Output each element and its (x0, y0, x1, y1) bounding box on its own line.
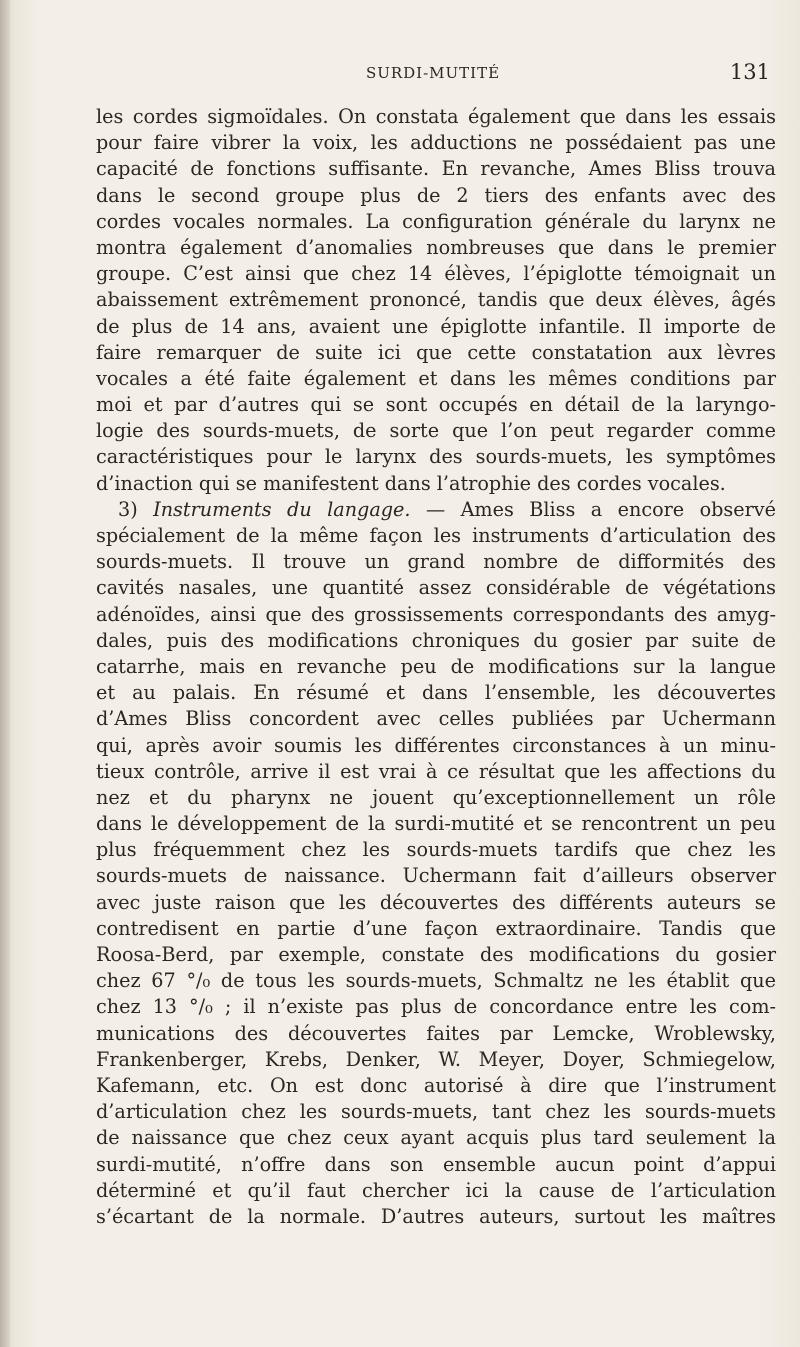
text-line: sourds-muets. Il trouve un grand nombre de difformités des (96, 550, 776, 574)
text-line: surdi-mutité, n’offre dans son ensemble aucun point d’appui (96, 1152, 776, 1176)
text-line: Frankenberger, Krebs, Denker, W. Meyer, Doyer, Schmiegelow, (96, 1047, 776, 1071)
section-text: — Ames Bliss a encore observé (410, 497, 776, 521)
text-line: spécialement de la même façon les instruments d’articulation des (96, 524, 776, 547)
text-line: abaissement extrêmement prononcé, tandis que deux élèves, âgés (96, 288, 776, 312)
running-title: SURDI-MUTITÉ (365, 64, 501, 82)
text-line: avec juste raison que les découvertes des différents auteurs se (96, 890, 776, 914)
text-line: vocales a été faite également et dans les mêmes conditions par (96, 366, 776, 390)
text-line: logie des sourds-muets, de sorte que l’on peut regarder comme (96, 419, 776, 443)
text-line: d’Ames Bliss concordent avec celles publiées par Uchermann (96, 707, 776, 731)
text-line: groupe. C’est ainsi que chez 14 élèves, l’épiglotte témoignait un (96, 262, 776, 286)
text-line: qui, après avoir soumis les différentes circonstances à un minu- (96, 733, 776, 757)
text-line: adénoïdes, ainsi que des grossissements correspondants des amyg- (96, 602, 776, 626)
text-line: dans le second groupe plus de 2 tiers des enfants avec des (96, 183, 776, 207)
text-line: Roosa-Berd, par exemple, constate des modifications du gosier (96, 943, 776, 966)
text-line: tieux contrôle, arrive il est vrai à ce résultat que les affections du (96, 759, 776, 783)
body-text (96, 104, 776, 1230)
text-line: chez 13 °/₀ ; il n’existe pas plus de concordance entre les com- (96, 995, 776, 1019)
text-line: Kafemann, etc. On est donc autorisé à dire que l’instrument (96, 1073, 776, 1097)
text-line: déterminé et qu’il faut chercher ici la cause de l’articulation (96, 1178, 776, 1202)
text-line: et au palais. En résumé et dans l’ensemble, les découvertes (96, 681, 776, 705)
text-line: dans le développement de la surdi-mutité et se rencontrent un peu (96, 812, 776, 836)
text-line: munications des découvertes faites par Lemcke, Wroblewsky, (96, 1021, 776, 1045)
text-line (96, 497, 776, 523)
text-line: plus fréquemment chez les sourds-muets tardifs que chez les (96, 838, 776, 862)
page-header (96, 60, 770, 88)
text-line: dales, puis des modifications chroniques du gosier par suite de (96, 628, 776, 652)
text-line: montra également d’anomalies nombreuses que dans le premier (96, 235, 776, 259)
text-line: faire remarquer de suite ici que cette constatation aux lèvres (96, 340, 776, 364)
text-line: chez 67 °/₀ de tous les sourds-muets, Schmaltz ne les établit que (96, 969, 776, 993)
text-line: contredisent en partie d’une façon extraordinaire. Tandis que (96, 916, 776, 940)
text-line: catarrhe, mais en revanche peu de modifications sur la langue (96, 654, 776, 678)
text-line: nez et du pharynx ne jouent qu’exceptionnellement un rôle (96, 785, 776, 809)
page-number: 131 (729, 60, 770, 84)
text-line: de naissance que chez ceux ayant acquis plus tard seulement la (96, 1126, 776, 1150)
text-line: d’inaction qui se manifestent dans l’atrophie des cordes vocales. (96, 471, 726, 495)
binding-edge (0, 0, 10, 1347)
section-heading: Instruments du langage. (153, 497, 411, 521)
text-line: de plus de 14 ans, avaient une épiglotte infantile. Il importe de (96, 314, 776, 338)
text-line: les cordes sigmoïdales. On constata également que dans les essais (96, 105, 776, 128)
text-line: d’articulation chez les sourds-muets, tant chez les sourds-muets (96, 1100, 776, 1124)
section-number: 3) (118, 497, 154, 521)
text-line: moi et par d’autres qui se sont occupés en détail de la laryngo- (96, 393, 776, 417)
text-line: cordes vocales normales. La configuration générale du larynx ne (96, 209, 776, 233)
text-line: sourds-muets de naissance. Uchermann fait d’ailleurs observer (96, 864, 776, 888)
text-line: s’écartant de la normale. D’autres auteurs, surtout les maîtres (96, 1204, 776, 1228)
text-line: cavités nasales, une quantité assez considérable de végétations (96, 576, 776, 600)
text-line: caractéristiques pour le larynx des sourds-muets, les symptômes (96, 445, 776, 469)
text-line: capacité de fonctions suffisante. En revanche, Ames Bliss trouva (96, 157, 776, 181)
text-line: pour faire vibrer la voix, les adductions ne possédaient pas une (96, 131, 776, 155)
